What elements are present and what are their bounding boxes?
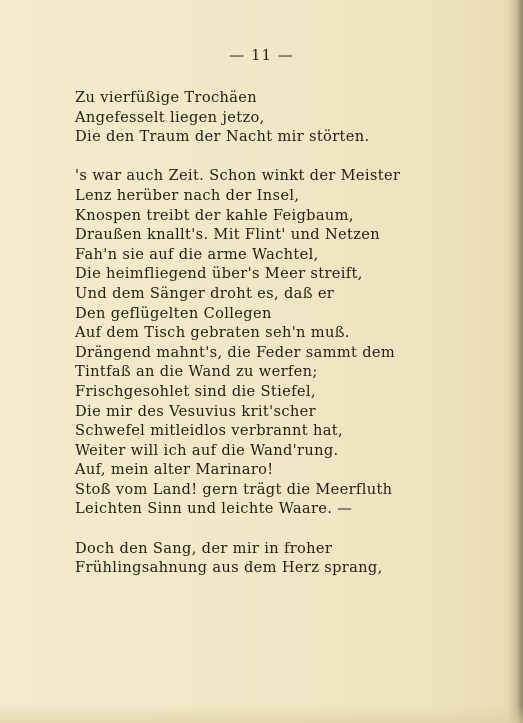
page-number: — 11 — [229, 46, 294, 64]
poem-line: Die heimfliegend über's Meer streift, [75, 265, 363, 283]
page-gutter-shadow [507, 0, 523, 723]
poem-line: Angefesselt liegen jetzo, [75, 108, 265, 126]
poem-line: Knospen treibt der kahle Feigbaum, [75, 206, 354, 224]
poem-line: Lenz herüber nach der Insel, [75, 186, 300, 204]
poem-line: Doch den Sang, der mir in froher [75, 539, 333, 557]
page-bottom-edge [0, 705, 523, 723]
poem-line: Den geflügelten Collegen [75, 304, 272, 322]
stanza-break [75, 519, 475, 539]
stanza-break [75, 147, 475, 167]
poem-line: 's war auch Zeit. Schon winkt der Meister [75, 167, 401, 185]
poem-line: Auf, mein alter Marinaro! [75, 461, 274, 479]
poem-line: Frischgesohlet sind die Stiefel, [75, 382, 316, 400]
poem-line: Frühlingsahnung aus dem Herz sprang, [75, 559, 383, 577]
poem-line: Leichten Sinn und leichte Waare. — [75, 500, 353, 518]
poem-line: Weiter will ich auf die Wand'rung. [75, 441, 339, 459]
poem-line: Auf dem Tisch gebraten seh'n muß. [75, 324, 350, 342]
poem-line: Die den Traum der Nacht mir störten. [75, 128, 370, 146]
poem-line: Tintfaß an die Wand zu werfen; [75, 363, 318, 381]
poem-line: Schwefel mitleidlos verbrannt hat, [75, 422, 343, 440]
poem-line: Draußen knallt's. Mit Flint' und Netzen [75, 226, 381, 244]
poem-line: Und dem Sänger droht es, daß er [75, 284, 335, 302]
poem-line: Fah'n sie auf die arme Wachtel, [75, 245, 319, 263]
poem-line: Drängend mahnt's, die Feder sammt dem [75, 343, 396, 361]
poem-text [75, 88, 475, 578]
poem-line: Stoß vom Land! gern trägt die Meerfluth [75, 480, 393, 498]
poem-line: Zu vierfüßige Trochäen [75, 89, 258, 106]
poem-line: Die mir des Vesuvius krit'scher [75, 402, 316, 420]
